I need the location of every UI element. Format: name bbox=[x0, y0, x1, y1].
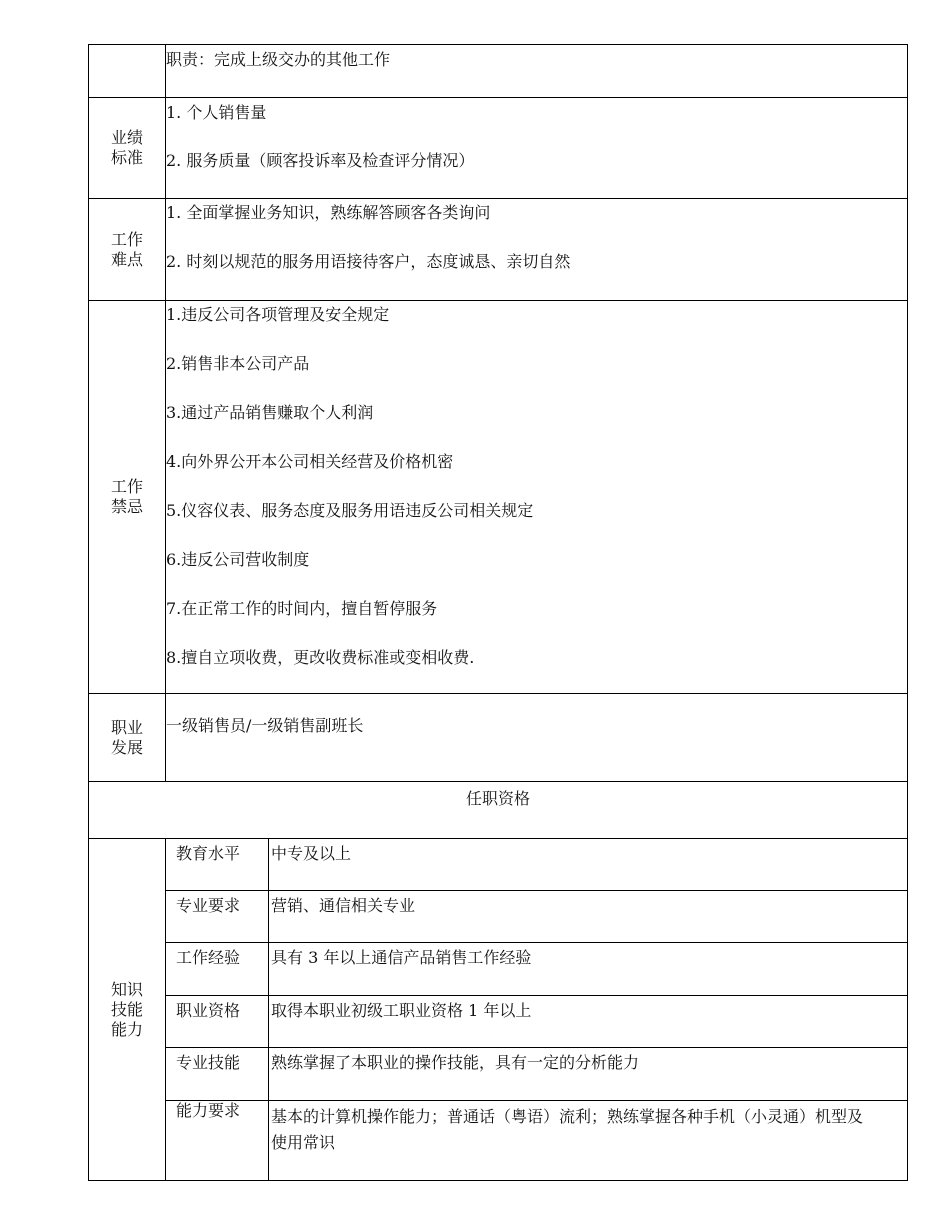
difficulty-row bbox=[89, 199, 908, 301]
performance-items bbox=[166, 98, 908, 199]
qualification-name-text: 能力要求 bbox=[176, 1101, 241, 1120]
difficulty-item: 1. 全面掌握业务知识，熟练解答顾客各类询问 bbox=[166, 203, 491, 222]
difficulty-item: 2. 时刻以规范的服务用语接待客户，态度诚恳、亲切自然 bbox=[166, 252, 571, 271]
difficulty-items bbox=[166, 199, 908, 301]
career-label-cell bbox=[89, 694, 166, 782]
difficulty-label-cell bbox=[89, 199, 166, 301]
job-description-table bbox=[88, 44, 908, 1181]
qualification-value: 基本的计算机操作能力；普通话（粤语）流利；熟练掌握各种手机（小灵通）机型及使用常识 bbox=[269, 1101, 908, 1181]
qualification-group-label: 知识技能能力 bbox=[110, 979, 143, 1039]
qualification-row bbox=[89, 891, 908, 943]
qualification-name bbox=[166, 839, 269, 891]
qualification-name bbox=[166, 1101, 269, 1181]
performance-label-cell bbox=[89, 98, 166, 199]
career-label: 职业发展 bbox=[110, 717, 143, 757]
performance-label: 业绩标准 bbox=[110, 128, 143, 167]
taboo-label-cell bbox=[89, 301, 166, 694]
difficulty-label: 工作难点 bbox=[110, 229, 143, 269]
taboo-item: 7.在正常工作的时间内，擅自暂停服务 bbox=[166, 599, 438, 618]
performance-item: 2. 服务质量（顾客投诉率及检查评分情况） bbox=[166, 151, 475, 170]
taboo-item: 4.向外界公开本公司相关经营及价格机密 bbox=[166, 452, 454, 471]
qualification-name bbox=[166, 891, 269, 943]
taboo-item: 3.通过产品销售赚取个人利润 bbox=[166, 403, 374, 422]
taboo-row bbox=[89, 301, 908, 694]
qualification-name-text: 教育水平 bbox=[176, 844, 241, 863]
qualification-name-text: 职业资格 bbox=[176, 1001, 241, 1020]
qualification-title: 任职资格 bbox=[89, 782, 908, 839]
career-row bbox=[89, 694, 908, 782]
qualification-value: 熟练掌握了本职业的操作技能，具有一定的分析能力 bbox=[269, 1048, 908, 1101]
qualification-name-text: 工作经验 bbox=[176, 948, 241, 967]
taboo-item: 8.擅自立项收费，更改收费标准或变相收费. bbox=[166, 648, 475, 667]
qualification-value: 具有 3 年以上通信产品销售工作经验 bbox=[269, 943, 908, 996]
qualification-value: 中专及以上 bbox=[269, 839, 908, 891]
taboo-item: 1.违反公司各项管理及安全规定 bbox=[166, 305, 390, 324]
taboo-item: 6.违反公司营收制度 bbox=[166, 550, 310, 569]
qualification-name bbox=[166, 996, 269, 1048]
qualification-value: 取得本职业初级工职业资格 1 年以上 bbox=[269, 996, 908, 1048]
qualification-name-text: 专业技能 bbox=[176, 1053, 241, 1072]
performance-row bbox=[89, 98, 908, 199]
qualification-row bbox=[89, 1101, 908, 1181]
qualification-name bbox=[166, 943, 269, 996]
taboo-item: 2.销售非本公司产品 bbox=[166, 354, 310, 373]
career-text: 一级销售员/一级销售副班长 bbox=[166, 694, 908, 782]
qualification-row bbox=[89, 1048, 908, 1101]
qualification-value: 营销、通信相关专业 bbox=[269, 891, 908, 943]
performance-item: 1. 个人销售量 bbox=[166, 103, 267, 122]
qualification-row bbox=[89, 839, 908, 891]
taboo-label: 工作禁忌 bbox=[110, 477, 143, 516]
qualification-name-text: 专业要求 bbox=[176, 896, 241, 915]
qualification-name bbox=[166, 1048, 269, 1101]
duty-row bbox=[89, 45, 908, 98]
duty-text: 职责：完成上级交办的其他工作 bbox=[166, 45, 908, 98]
duty-label-cell bbox=[89, 45, 166, 98]
taboo-items bbox=[166, 301, 908, 694]
qualification-group-label-cell bbox=[89, 839, 166, 1181]
qualification-title-row bbox=[89, 782, 908, 839]
qualification-row bbox=[89, 943, 908, 996]
qualification-row bbox=[89, 996, 908, 1048]
taboo-item: 5.仪容仪表、服务态度及服务用语违反公司相关规定 bbox=[166, 501, 534, 520]
